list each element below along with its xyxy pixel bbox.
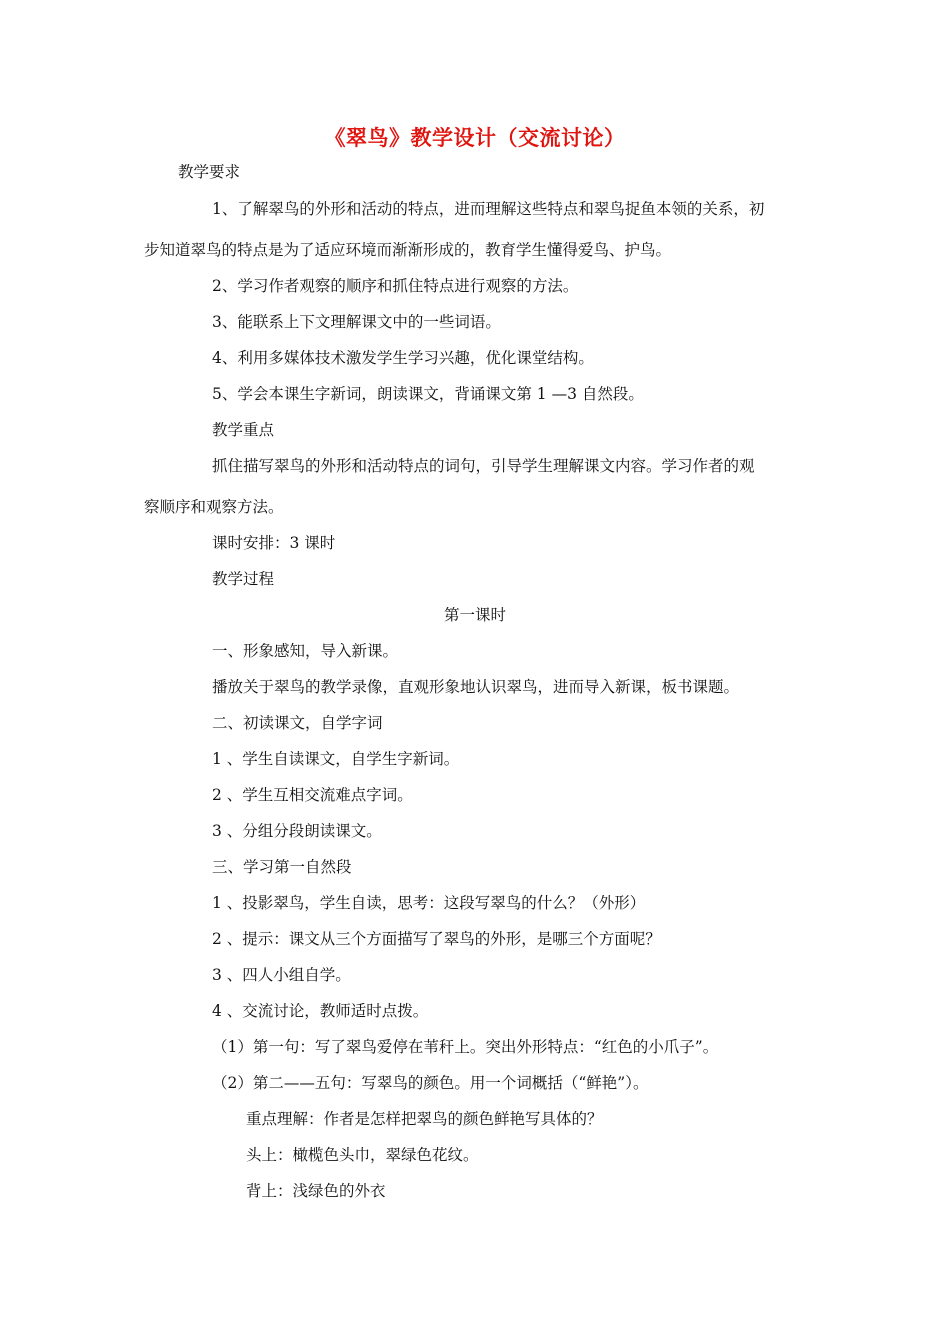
schedule: 课时安排：3 课时 xyxy=(212,534,336,552)
section-3-sub-1: （1）第一句：写了翠鸟爱停在苇秆上。突出外形特点：“红色的小爪子”。 xyxy=(212,1038,719,1056)
section-2-step: 1 、学生自读课文，自学生字新词。 xyxy=(212,750,460,768)
section-3-step: 3 、四人小组自学。 xyxy=(212,966,351,984)
section-1-heading: 一、形象感知，导入新课。 xyxy=(212,642,399,660)
focus-text-line-1: 抓住描写翠鸟的外形和活动特点的词句，引导学生理解课文内容。学习作者的观 xyxy=(212,457,755,475)
document-title: 《翠鸟》教学设计（交流讨论） xyxy=(324,126,626,150)
section-2-step: 3 、分组分段朗读课文。 xyxy=(212,822,382,840)
requirement-1-line-2: 步知道翠鸟的特点是为了适应环境而渐渐形成的，教育学生懂得爱鸟、护鸟。 xyxy=(144,241,672,259)
section-3-step: 4 、交流讨论，教师适时点拨。 xyxy=(212,1002,429,1020)
section-2-step: 2 、学生互相交流难点字词。 xyxy=(212,786,413,804)
section-3-heading: 三、学习第一自然段 xyxy=(212,858,352,876)
section-2-heading: 二、初读课文，自学字词 xyxy=(212,714,383,732)
requirement-1-line-1: 1、了解翠鸟的外形和活动的特点，进而理解这些特点和翠鸟捉鱼本领的关系，初 xyxy=(212,200,765,218)
requirement-4: 4、利用多媒体技术激发学生学习兴趣，优化课堂结构。 xyxy=(212,349,594,367)
section-1-text: 播放关于翠鸟的教学录像，直观形象地认识翠鸟，进而导入新课，板书课题。 xyxy=(212,678,740,696)
section-3-step: 2 、提示：课文从三个方面描写了翠鸟的外形，是哪三个方面呢？ xyxy=(212,930,661,948)
focus-text-line-2: 察顺序和观察方法。 xyxy=(144,498,284,516)
section-3-step: 1 、投影翠鸟，学生自读，思考：这段写翠鸟的什么？（外形） xyxy=(212,894,646,912)
back-description: 背上：浅绿色的外衣 xyxy=(246,1182,386,1200)
lesson-title: 第一课时 xyxy=(443,606,506,624)
requirement-3: 3、能联系上下文理解课文中的一些词语。 xyxy=(212,313,501,331)
focus-heading: 教学重点 xyxy=(212,421,275,439)
requirement-5: 5、学会本课生字新词，朗读课文，背诵课文第 1 —3 自然段。 xyxy=(212,385,644,403)
requirement-2: 2、学习作者观察的顺序和抓住特点进行观察的方法。 xyxy=(212,277,579,295)
head-description: 头上：橄榄色头巾，翠绿色花纹。 xyxy=(246,1146,479,1164)
key-understanding: 重点理解：作者是怎样把翠鸟的颜色鲜艳写具体的？ xyxy=(246,1110,603,1128)
process-heading: 教学过程 xyxy=(212,570,275,588)
requirements-heading: 教学要求 xyxy=(178,163,241,181)
section-3-sub-2: （2）第二——五句：写翠鸟的颜色。用一个词概括（“鲜艳”）。 xyxy=(212,1074,649,1092)
